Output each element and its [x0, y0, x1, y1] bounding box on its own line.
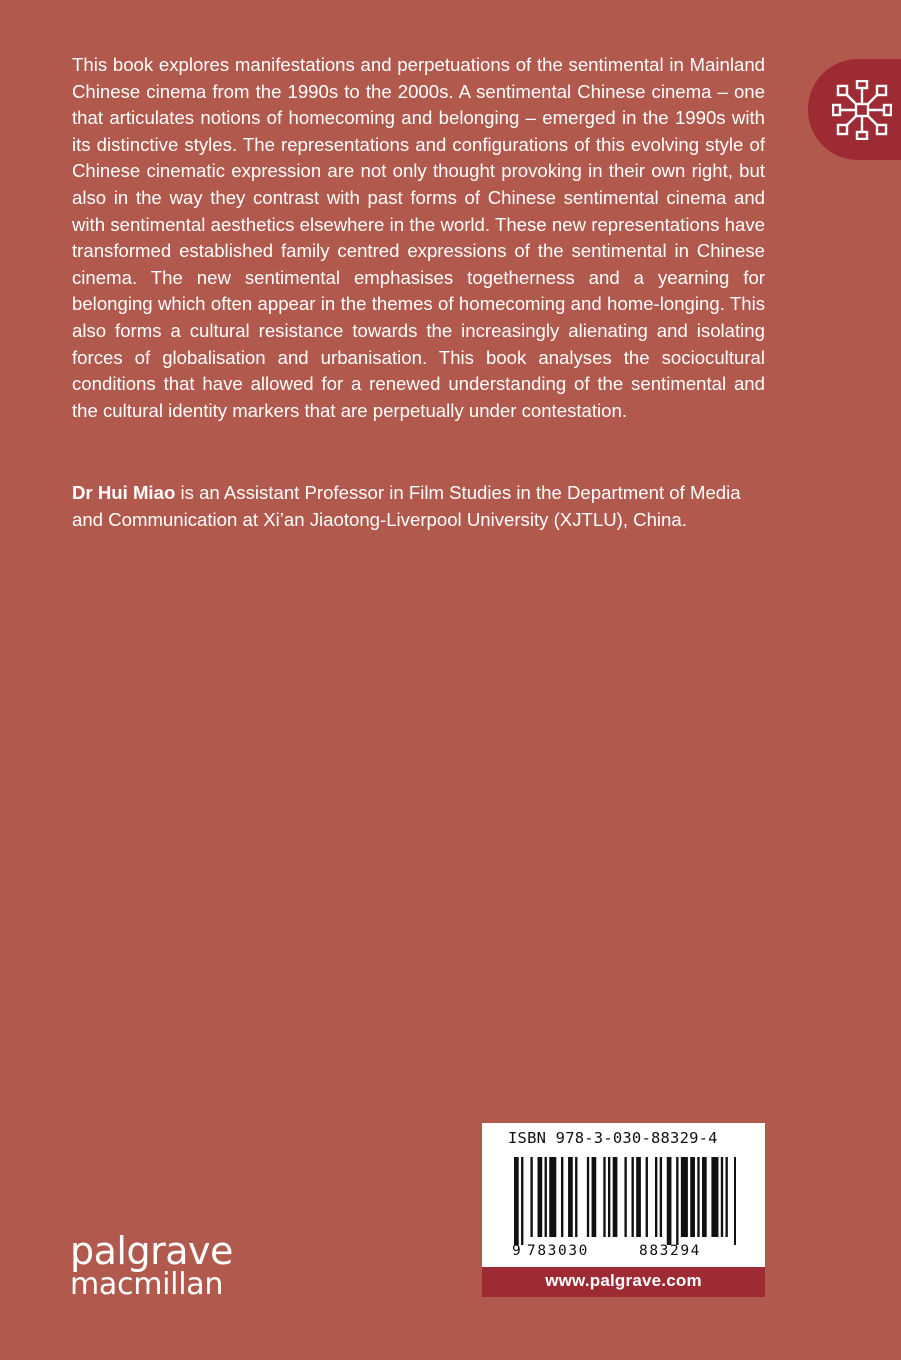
barcode-bar [530, 1157, 532, 1237]
barcode-bar [702, 1157, 707, 1237]
isbn-barcode [482, 1123, 765, 1267]
barcode-bar [690, 1157, 695, 1237]
barcode-bar [734, 1157, 736, 1245]
barcode-bar [632, 1157, 634, 1237]
website-banner [482, 1267, 765, 1297]
barcode-bar [667, 1157, 672, 1245]
barcode-bar [587, 1157, 589, 1237]
barcode-bar [613, 1157, 618, 1237]
barcode-bar [646, 1157, 648, 1237]
isbn-label: ISBN 978-3-030-88329-4 [508, 1129, 718, 1147]
author-bio-text: is an Assistant Professor in Film Studies in the Department of Media and Communication at Xi’an Jiaotong-Liverpool University (XJTLU), China. [72, 482, 741, 530]
barcode-bar [514, 1157, 519, 1245]
barcode-bar [592, 1157, 597, 1237]
barcode-bar [636, 1157, 641, 1237]
barcode-bar [549, 1157, 556, 1237]
barcode-bar [575, 1157, 577, 1237]
barcode-bar [681, 1157, 688, 1237]
barcode-bar [721, 1157, 723, 1237]
back-cover-blurb: This book explores manifestations and perpetuations of the sentimental in Mainland Chinese cinema from the 1990s to the 2000s. A sentimental Chinese cinema – one that articulates notions of homecoming and belonging – emerged in the 1990s with its distinctive styles. The representations and configurations of this evolving style of Chinese cinematic expression are not only thought provoking in their own right, but also in the way they contrast with past forms of Chinese sentimental cinema and with sentimental aesthetics elsewhere in the world. These new representations have transformed established family centred expressions of the sentimental in Chinese cinema. The new sentimental emphasises togetherness and a yearning for belonging which often appear in the themes of homecoming and home-longing. This also forms a cultural resistance towards the increasingly alienating and isolating forces of globalisation and urbanisation. This book analyses the sociocultural conditions that have allowed for a renewed understanding of the sentimental and the cultural identity markers that are perpetually under contestation. [72, 54, 765, 421]
barcode-bar [726, 1157, 728, 1237]
barcode-digits-right: 883294 [639, 1243, 701, 1259]
author-bio [72, 480, 765, 533]
barcode-bar [603, 1157, 605, 1237]
barcode-bar [655, 1157, 657, 1237]
publisher-website: www.palgrave.com [545, 1271, 702, 1290]
barcode-bar [521, 1157, 523, 1245]
barcode-bar [568, 1157, 573, 1237]
barcode-bar [697, 1157, 699, 1237]
palgrave-network-logo-icon [832, 80, 892, 140]
publisher-logo-tab [808, 59, 901, 160]
barcode-bar [561, 1157, 563, 1237]
barcode-bar [676, 1157, 678, 1245]
barcode-digit-first: 9 [512, 1243, 521, 1259]
barcode-bar [660, 1157, 662, 1237]
barcode-bar [624, 1157, 626, 1237]
publisher-name-line2: macmillan [70, 1267, 224, 1302]
publisher-name-line1: palgrave [70, 1229, 233, 1273]
barcode-bar [711, 1157, 718, 1237]
barcode-bar [608, 1157, 610, 1237]
barcode-bars [512, 1157, 736, 1245]
barcode-bar [545, 1157, 547, 1237]
barcode-bar [538, 1157, 543, 1237]
author-name: Dr Hui Miao [72, 482, 176, 503]
barcode-digits-left: 783030 [527, 1243, 589, 1259]
publisher-wordmark [70, 1229, 233, 1302]
